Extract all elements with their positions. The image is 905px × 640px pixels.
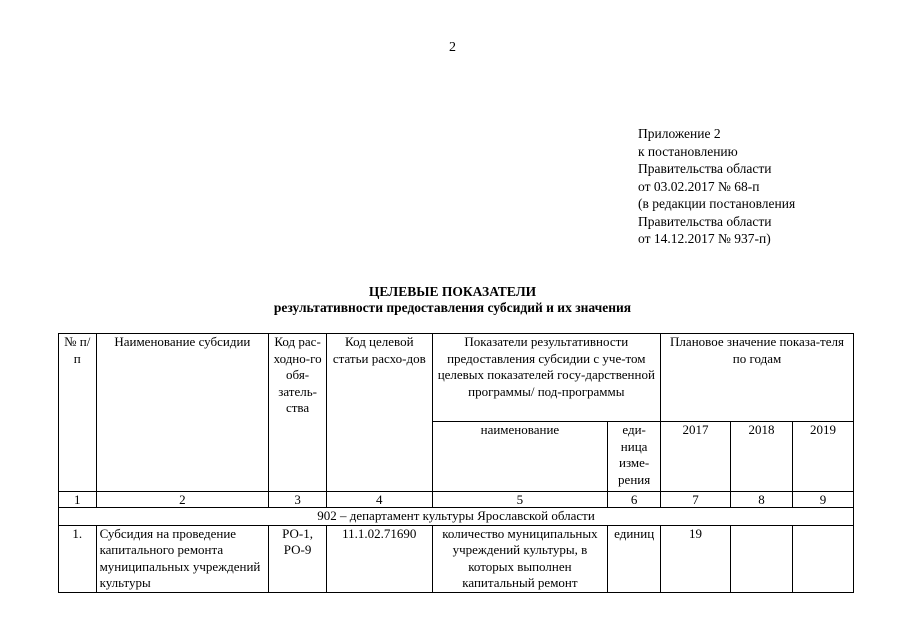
row-year-2 bbox=[731, 525, 793, 592]
column-number: 8 bbox=[731, 492, 793, 508]
section-row bbox=[59, 508, 854, 526]
appendix-line: от 14.12.2017 № 937-п) bbox=[638, 231, 771, 246]
table-row bbox=[59, 525, 854, 592]
header-indicator-unit: еди-ница изме-рения bbox=[608, 422, 661, 492]
header-row-1 bbox=[59, 334, 854, 422]
header-indicator-name: наименование bbox=[432, 422, 608, 492]
section-label: 902 – департамент культуры Ярославской области bbox=[59, 508, 854, 526]
title-line-2: результативности предоставления субсидий и их значения bbox=[273, 300, 632, 315]
appendix-line: (в редакции постановления bbox=[638, 196, 796, 211]
row-code-article: 11.1.02.71690 bbox=[327, 525, 433, 592]
column-number: 3 bbox=[269, 492, 327, 508]
header-year-2: 2018 bbox=[731, 422, 793, 492]
column-numbers-row bbox=[59, 492, 854, 508]
appendix-line: Правительства области bbox=[638, 213, 772, 229]
header-year-3: 2019 bbox=[793, 422, 854, 492]
appendix-line: от 03.02.2017 № 68-п bbox=[638, 178, 760, 194]
column-number: 6 bbox=[608, 492, 661, 508]
row-num: 1. bbox=[59, 525, 97, 592]
row-year-1: 19 bbox=[661, 525, 731, 592]
document-title bbox=[0, 284, 905, 316]
column-number: 4 bbox=[327, 492, 433, 508]
header-name: Наименование субсидии bbox=[96, 334, 269, 492]
header-code-obligation: Код рас-ходно-го обя-затель-ства bbox=[269, 334, 327, 492]
header-code-article: Код целевой статьи расхо-дов bbox=[327, 334, 433, 492]
column-number: 9 bbox=[793, 492, 854, 508]
appendix-block bbox=[638, 125, 795, 248]
row-year-3 bbox=[793, 525, 854, 592]
appendix-line: к постановлению bbox=[638, 143, 738, 159]
header-year-1: 2017 bbox=[661, 422, 731, 492]
row-code-obligation: РО-1, РО-9 bbox=[269, 525, 327, 592]
row-indicator-name: количество муниципальных учреждений культуры, в которых выполнен капитальный ремонт bbox=[432, 525, 608, 592]
row-name: Субсидия на проведение капитального ремонта муниципальных учреждений культуры bbox=[96, 525, 269, 592]
appendix-line: Приложение 2 bbox=[638, 126, 721, 141]
row-indicator-unit: единиц bbox=[608, 525, 661, 592]
column-number: 2 bbox=[96, 492, 269, 508]
column-number: 7 bbox=[661, 492, 731, 508]
page-number: 2 bbox=[449, 40, 456, 55]
column-number: 5 bbox=[432, 492, 608, 508]
column-number: 1 bbox=[59, 492, 97, 508]
title-line-1: ЦЕЛЕВЫЕ ПОКАЗАТЕЛИ bbox=[368, 284, 537, 299]
header-indicators: Показатели результативности предоставления субсидии с уче-том целевых показателей госу-дарственной программы/ под-программы bbox=[432, 334, 660, 422]
header-num: № п/п bbox=[59, 334, 97, 492]
indicators-table bbox=[58, 333, 854, 593]
appendix-line: Правительства области bbox=[638, 161, 772, 176]
header-plan: Плановое значение показа-теля по годам bbox=[661, 334, 854, 422]
